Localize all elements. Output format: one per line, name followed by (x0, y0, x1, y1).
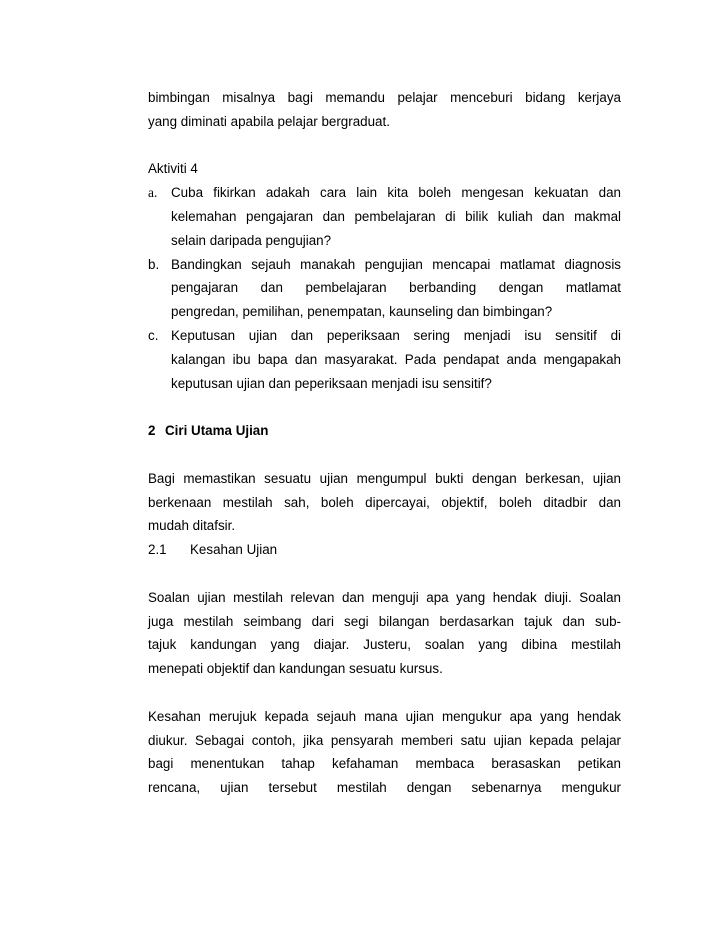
intro-line-2: yang diminati apabila pelajar bergraduat. (148, 113, 390, 129)
paragraph-line: bagi menentukan tahap kefahaman membaca berasaskan petikan (148, 756, 621, 772)
activity-item-b (148, 253, 621, 324)
subsection-title: Kesahan Ujian (190, 542, 278, 558)
subsection-number: 2.1 (148, 542, 167, 558)
list-marker: c. (148, 327, 159, 343)
list-item-line: kalangan ibu bapa dan masyarakat. Pada pendapat anda mengapakah (171, 351, 621, 367)
list-item-line: pengredan, pemilihan, penempatan, kaunseling dan bimbingan? (171, 304, 553, 320)
activity-title: Aktiviti 4 (148, 161, 198, 177)
activity-item-a (148, 181, 621, 252)
list-marker: a. (148, 185, 158, 201)
paragraph-line: Kesahan merujuk kepada sejauh mana ujian mengukur apa yang hendak (148, 708, 621, 724)
activity-item-c (148, 324, 621, 395)
list-item-line: Cuba fikirkan adakah cara lain kita boleh mengesan kekuatan dan (171, 185, 621, 201)
paragraph-line: juga mestilah seimbang dari segi bilangan berdasarkan tajuk dan sub- (148, 613, 621, 629)
list-item-line: Bandingkan sejauh manakah pengujian mencapai matlamat diagnosis (171, 256, 621, 272)
paragraph-line: tajuk kandungan yang diajar. Justeru, soalan yang dibina mestilah (148, 637, 621, 653)
paragraph-line: diukur. Sebagai contoh, jika pensyarah memberi satu ujian kepada pelajar (148, 732, 621, 748)
document-page (148, 86, 621, 800)
paragraph-line: rencana, ujian tersebut mestilah dengan sebenarnya mengukur (148, 780, 621, 796)
intro-line-1: bimbingan misalnya bagi memandu pelajar menceburi bidang kerjaya (148, 90, 621, 105)
list-item-line: selain daripada pengujian? (171, 232, 332, 248)
paragraph-line: berkenaan mestilah sah, boleh dipercayai, objektif, boleh ditadbir dan (148, 494, 621, 510)
section-heading (148, 419, 621, 443)
list-item-line: pengajaran dan pembelajaran berbanding dengan matlamat (171, 280, 621, 296)
list-item-line: Keputusan ujian dan peperiksaan sering menjadi isu sensitif di (171, 327, 621, 343)
subsection-heading (148, 538, 621, 562)
section-title: Ciri Utama Ujian (165, 423, 269, 439)
paragraph-line: menepati objektif dan kandungan sesuatu kursus. (148, 661, 443, 677)
paragraph-line: mudah ditafsir. (148, 518, 236, 534)
section-number: 2 (148, 423, 156, 439)
paragraph-line: Bagi memastikan sesuatu ujian mengumpul bukti dengan berkesan, ujian (148, 470, 621, 486)
paragraph-line: Soalan ujian mestilah relevan dan menguji apa yang hendak diuji. Soalan (148, 589, 621, 605)
list-item-line: kelemahan pengajaran dan pembelajaran di bilik kuliah dan makmal (171, 208, 621, 224)
list-item-line: keputusan ujian dan peperiksaan menjadi isu sensitif? (171, 375, 492, 391)
list-marker: b. (148, 256, 160, 272)
